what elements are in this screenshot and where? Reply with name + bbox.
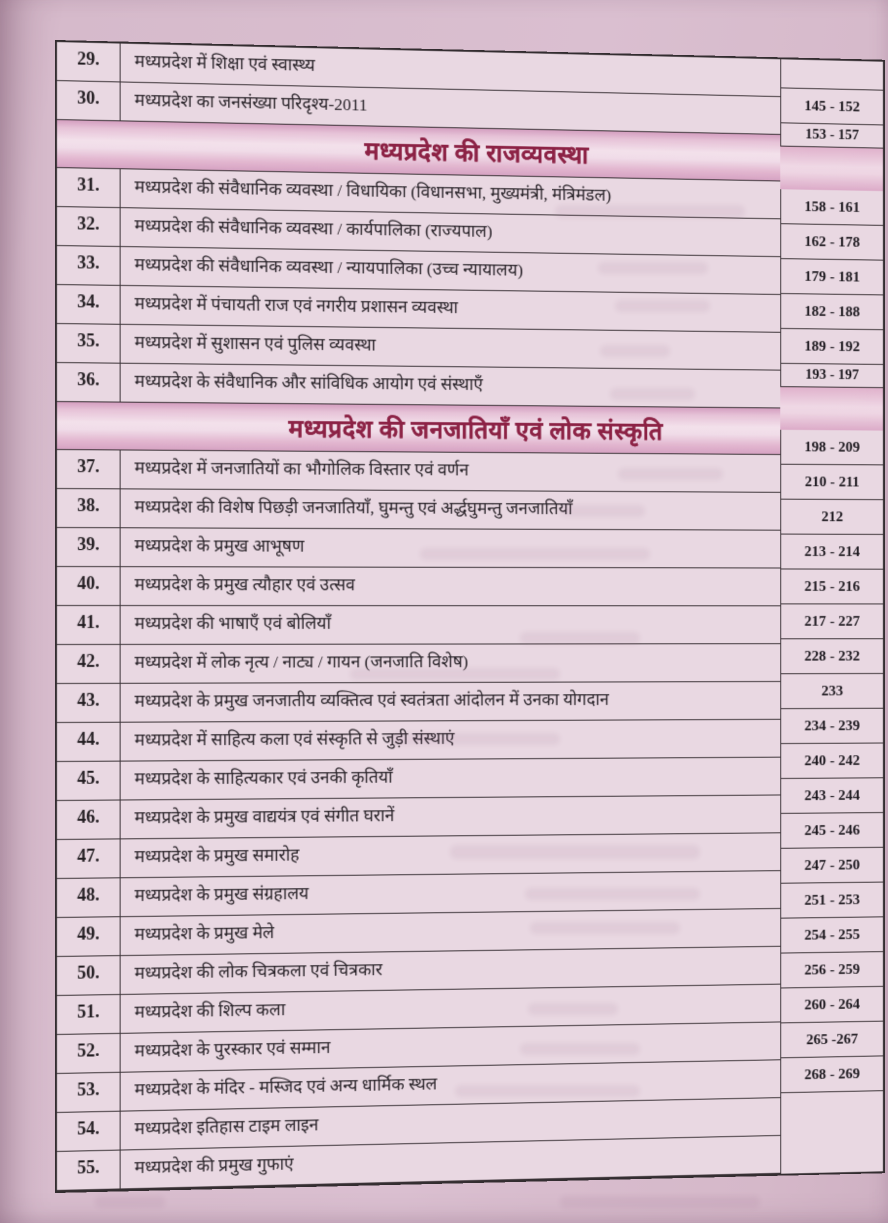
- chapter-number: 30.: [57, 81, 121, 120]
- page-range: 256 - 259: [780, 952, 883, 988]
- chapter-title: मध्यप्रदेश की संवैधानिक व्यवस्था / कार्यपालिका (राज्यपाल): [134, 215, 493, 241]
- page-range: 162 - 178: [780, 224, 883, 260]
- page-range: 228 - 232: [780, 639, 883, 674]
- chapter-number: 51.: [57, 995, 121, 1034]
- page-cell-section: [780, 364, 883, 431]
- chapter-title: मध्यप्रदेश की शिल्प कला: [134, 999, 286, 1022]
- page-range: 254 - 255: [780, 917, 883, 953]
- chapter-number: 48.: [57, 878, 121, 917]
- chapter-title: मध्यप्रदेश में शिक्षा एवं स्वास्थ्य: [134, 50, 316, 75]
- page-range: 153 - 157: [780, 123, 883, 148]
- chapter-title: मध्यप्रदेश में जनजातियों का भौगोलिक विस्तार एवं वर्णन: [134, 457, 469, 480]
- section-band-strip: [780, 147, 883, 192]
- section-band: [57, 402, 883, 456]
- page-range: 243 - 244: [780, 778, 883, 814]
- table-row: [57, 644, 883, 684]
- page-range: 189 - 192: [780, 329, 883, 365]
- chapter-number: 53.: [57, 1073, 121, 1112]
- page-range: 212: [780, 500, 883, 535]
- chapter-title: मध्यप्रदेश में सुशासन एवं पुलिस व्यवस्था: [134, 331, 376, 355]
- page-range: 233: [780, 674, 883, 709]
- chapter-title: मध्यप्रदेश के साहित्यकार एवं उनकी कृतियाँ: [134, 766, 393, 789]
- page-range: 251 - 253: [780, 883, 883, 919]
- chapter-title: मध्यप्रदेश के संवैधानिक और सांविधिक आयोग एवं संस्थाएँ: [134, 370, 483, 395]
- page-range: 198 - 209: [780, 430, 883, 466]
- table-row: [57, 528, 883, 569]
- page-range: 145 - 152: [780, 88, 883, 125]
- page-range: 182 - 188: [780, 294, 883, 330]
- page-range: 240 - 242: [780, 743, 883, 778]
- chapter-number: 31.: [57, 168, 121, 207]
- chapter-title: मध्यप्रदेश के प्रमुख मेले: [134, 922, 275, 944]
- page-cell-empty: [780, 1091, 883, 1174]
- chapter-title: मध्यप्रदेश के प्रमुख संग्रहालय: [134, 883, 309, 906]
- chapter-title: मध्यप्रदेश में पंचायती राज एवं नगरीय प्रशासन व्यवस्था: [134, 293, 459, 318]
- page-range: 247 - 250: [780, 848, 883, 884]
- chapter-title: मध्यप्रदेश इतिहास टाइम लाइन: [134, 1114, 319, 1139]
- chapter-number: 29.: [57, 42, 121, 81]
- chapter-number: 52.: [57, 1034, 121, 1073]
- page-range: 193 - 197: [780, 364, 883, 388]
- chapter-number: 44.: [57, 723, 121, 761]
- chapter-title: मध्यप्रदेश के प्रमुख त्यौहार एवं उत्सव: [134, 574, 355, 595]
- chapter-title: मध्यप्रदेश की प्रमुख गुफाएं: [134, 1153, 294, 1178]
- chapter-title: मध्यप्रदेश के प्रमुख जनजातीय व्यक्तित्व एवं स्वतंत्रता आंदोलन में उनका योगदान: [134, 689, 609, 711]
- chapter-title: मध्यप्रदेश के प्रमुख समारोह: [134, 844, 300, 867]
- chapter-title: मध्यप्रदेश की भाषाएँ एवं बोलियाँ: [134, 613, 331, 633]
- chapter-number: 42.: [57, 645, 121, 683]
- chapter-number: 46.: [57, 800, 121, 838]
- chapter-title: मध्यप्रदेश के मंदिर - मस्जिद एवं अन्य धार्मिक स्थल: [134, 1073, 438, 1100]
- chapter-title: मध्यप्रदेश की संवैधानिक व्यवस्था / न्यायपालिका (उच्च न्यायालय): [134, 254, 523, 280]
- chapter-number: 33.: [57, 246, 121, 285]
- chapter-number: 47.: [57, 839, 121, 878]
- section-title: मध्यप्रदेश की राजव्यवस्था: [364, 137, 589, 169]
- chapter-title: मध्यप्रदेश के प्रमुख वाद्ययंत्र एवं संगीत घरानें: [134, 805, 395, 828]
- page-cell-empty: [780, 59, 883, 90]
- page-cell-section: [780, 123, 883, 191]
- table-row: [57, 682, 883, 723]
- scanned-page-warp: [55, 40, 885, 1193]
- page-range: 217 - 227: [780, 604, 883, 639]
- section-band-strip: [780, 387, 883, 430]
- chapter-number: 54.: [57, 1112, 121, 1151]
- section-title: मध्यप्रदेश की जनजातियाँ एवं लोक संस्कृति: [288, 415, 663, 445]
- chapter-number: 41.: [57, 606, 121, 644]
- page-range: 245 - 246: [780, 813, 883, 849]
- page-range: 265 -267: [780, 1022, 883, 1059]
- bleed-through-artifact: [560, 1196, 760, 1208]
- page-range: 210 - 211: [780, 465, 883, 500]
- page-number-column: [780, 59, 883, 1173]
- page-range: 234 - 239: [780, 709, 883, 744]
- chapter-number: 39.: [57, 528, 121, 566]
- page-range: 260 - 264: [780, 987, 883, 1024]
- bleed-through-artifact: [95, 1196, 165, 1208]
- chapter-number: 38.: [57, 489, 121, 527]
- table-row: [57, 489, 883, 531]
- chapter-title: मध्यप्रदेश की संवैधानिक व्यवस्था / विधायिका (विधानसभा, मुख्यमंत्री, मंत्रिमंडल): [134, 176, 612, 205]
- chapter-title: मध्यप्रदेश में लोक नृत्य / नाट्य / गायन (जनजाति विशेष): [134, 651, 469, 672]
- table-row: [57, 450, 883, 493]
- chapter-number: 36.: [57, 363, 121, 402]
- chapter-number: 50.: [57, 956, 121, 995]
- table-row: [57, 567, 883, 606]
- chapter-title: मध्यप्रदेश की लोक चित्रकला एवं चित्रकार: [134, 959, 383, 983]
- chapter-title: मध्यप्रदेश का जनसंख्या परिदृश्य-2011: [134, 89, 368, 115]
- toc-table: [55, 40, 885, 1193]
- page-range: 179 - 181: [780, 259, 883, 295]
- chapter-number: 35.: [57, 324, 121, 363]
- chapter-number: 55.: [57, 1151, 121, 1190]
- chapter-number: 34.: [57, 285, 121, 324]
- table-row: [57, 719, 883, 762]
- page-range: 213 - 214: [780, 535, 883, 570]
- page-range: 158 - 161: [780, 189, 883, 226]
- chapter-number: 49.: [57, 917, 121, 956]
- table-row: [57, 757, 883, 801]
- chapter-number: 37.: [57, 450, 121, 488]
- chapter-title: मध्यप्रदेश में साहित्य कला एवं संस्कृति से जुड़ी संस्थाएं: [134, 728, 455, 750]
- toc-rows: [57, 42, 883, 1191]
- chapter-title: मध्यप्रदेश के प्रमुख आभूषण: [134, 535, 305, 556]
- chapter-number: 40.: [57, 567, 121, 605]
- chapter-number: 45.: [57, 762, 121, 800]
- chapter-number: 43.: [57, 684, 121, 722]
- page-range: 215 - 216: [780, 569, 883, 604]
- chapter-title: मध्यप्रदेश के पुरस्कार एवं सम्मान: [134, 1037, 331, 1061]
- page-range: 268 - 269: [780, 1056, 883, 1093]
- table-row: [57, 606, 883, 645]
- chapter-title: मध्यप्रदेश की विशेष पिछड़ी जनजातियाँ, घुमन्तु एवं अर्द्धघुमन्तु जनजातियाँ: [134, 496, 573, 519]
- chapter-number: 32.: [57, 207, 121, 246]
